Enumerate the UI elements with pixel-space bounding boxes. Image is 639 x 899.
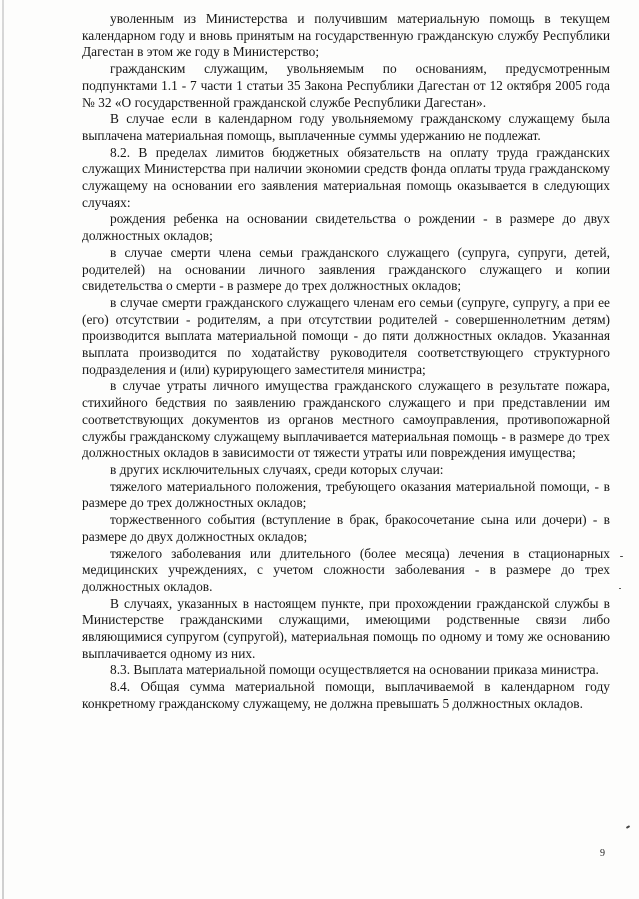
paragraph: рождения ребенка на основании свидетельства о рождении - в размере до двух должностных окладов; <box>82 211 610 244</box>
paragraph: торжественного события (вступление в брак, бракосочетание сына или дочери) - в размере до двух должностных окладов; <box>82 512 610 544</box>
scan-speck <box>626 825 630 829</box>
document-body <box>82 11 610 713</box>
scan-speck <box>620 556 623 557</box>
paragraph: тяжелого заболевания или длительного (более месяца) лечения в стационарных медицинских учреждениях, с учетом сложности заболевания - в размере до трех должностных окладов. <box>82 545 610 594</box>
paragraph: тяжелого материального положения, требующего оказания материальной помощи, - в размере до трех должностных окладов; <box>82 478 610 511</box>
paragraph: уволенным из Министерства и получившим материальную помощь в текущем календарном году и вновь принятым на государственную гражданскую службу Республики Дагестан в этом же году в Министерство; <box>82 11 610 60</box>
paragraph: 8.2. В пределах лимитов бюджетных обязательств на оплату труда гражданских служащих Министерства при наличии экономии средств фонда оплаты труда гражданскому служащему на основании его заявления материальная помощь оказывается в следующих случаях: <box>82 144 610 210</box>
paragraph: в случае смерти гражданского служащего членам его семьи (супруге, супругу, а при ее (его) отсутствии - родителям, а при отсутствии родителей - совершеннолетним детям) производится выплата материальной помощи - до пяти должностных окладов. Указанная выплата производится по ходатайству руководителя соответствующего структурного подразделения и (или) курирующего заместителя министра; <box>82 294 610 377</box>
paragraph: В случае если в календарном году увольняемому гражданскому служащему была выплачена материальная помощь, выплаченные суммы удержанию не подлежат. <box>82 111 610 143</box>
page-number: 9 <box>600 848 605 859</box>
scan-left-edge <box>2 0 4 899</box>
paragraph: В случаях, указанных в настоящем пункте, при прохождении гражданской службы в Министерстве гражданскими служащими, имеющими родственные связи либо являющимися супругом (супругой), материальная помощь по одному и тому же основанию выплачивается одному из них. <box>82 595 610 661</box>
paragraph: 8.3. Выплата материальной помощи осуществляется на основании приказа министра. <box>110 662 599 678</box>
paragraph: в других исключительных случаях, среди которых случаи: <box>110 461 444 477</box>
paragraph: в случае смерти члена семьи гражданского служащего (супруга, супруги, детей, родителей) на основании личного заявления гражданского служащего и копии свидетельства о смерти - в размере до трех должностных окладов; <box>82 244 610 294</box>
paragraph: 8.4. Общая сумма материальной помощи, выплачиваемой в календарном году конкретному гражданскому служащему, не должна превышать 5 должностных окладов. <box>82 679 610 711</box>
scan-speck <box>619 588 621 589</box>
paragraph: гражданским служащим, увольняемым по основаниям, предусмотренным подпунктами 1.1 - 7 части 1 статьи 35 Закона Республики Дагестан от 12 октября 2005 года № 32 «О государственной гражданской службе Республики Дагестан». <box>82 61 610 110</box>
paragraph: в случае утраты личного имущества гражданского служащего в результате пожара, стихийного бедствия по заявлению гражданского служащего и при представлении им соответствующих документов из органов местного самоуправления, противопожарной службы гражданскому служащему выплачивается материальная помощь - в размере до трех должностных окладов в зависимости от тяжести утраты или повреждения имущества; <box>82 378 610 461</box>
